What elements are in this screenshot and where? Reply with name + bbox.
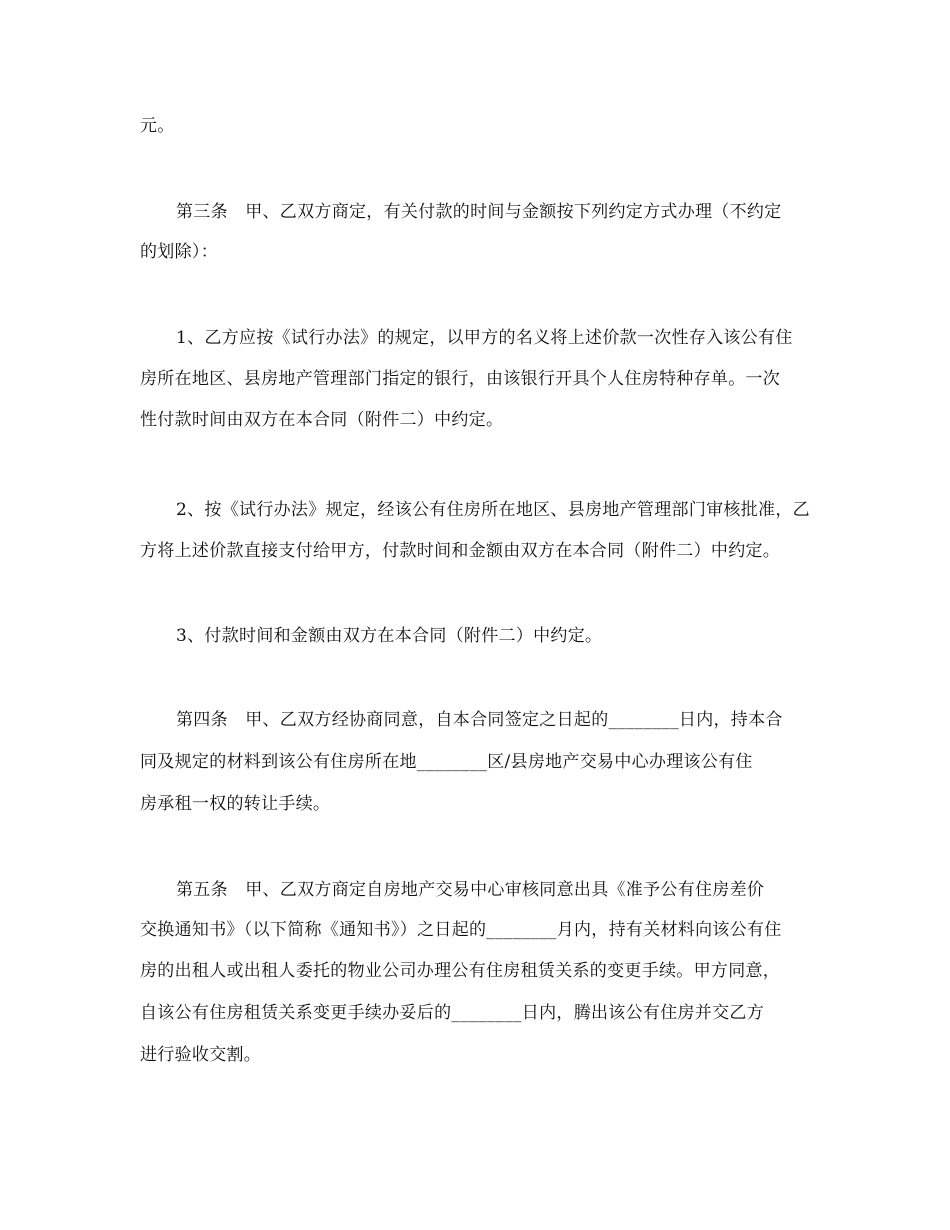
clause-1-line: 1、乙方应按《试行办法》的规定，以甲方的名义将上述价款一次性存入该公有住: [176, 328, 793, 348]
text-line: 方将上述价款直接支付给甲方，付款时间和金额由双方在本合同（附件二）中约定。: [140, 541, 781, 561]
article-3-heading-line: 第三条 甲、乙双方商定，有关付款的时间与金额按下列约定方式办理（不约定: [176, 202, 782, 222]
text-line: 房所在地区、县房地产管理部门指定的银行，由该银行开具个人住房特种存单。一次: [140, 369, 781, 389]
clause-3-line: 3、付款时间和金额由双方在本合同（附件二）中约定。: [176, 626, 603, 646]
article-5-heading-line: 第五条 甲、乙双方商定自房地产交易中心审核同意出具《准予公有住房差价: [176, 880, 765, 900]
article-4-heading-line: 第四条 甲、乙双方经协商同意，自本合同签定之日起的________日内，持本合: [176, 710, 783, 730]
text-line: 进行验收交割。: [140, 1045, 262, 1065]
text-line: 交换通知书》（以下简称《通知书》）之日起的________月内，持有关材料向该公有住: [140, 920, 782, 940]
text-line: 性付款时间由双方在本合同（附件二）中约定。: [140, 410, 504, 430]
text-line: 同及规定的材料到该公有住房所在地________区/县房地产交易中心办理该公有住: [140, 752, 753, 772]
text-line: 自该公有住房租赁关系变更手续办妥后的________日内，腾出该公有住房并交乙方: [140, 1003, 764, 1023]
text-line: 房承租一权的转让手续。: [140, 794, 331, 814]
clause-2-line: 2、按《试行办法》规定，经该公有住房所在地区、县房地产管理部门审核批准，乙: [176, 500, 810, 520]
text-line: 元。: [140, 116, 175, 136]
text-line: 的划除）：: [140, 242, 218, 262]
text-line: 房的出租人或出租人委托的物业公司办理公有住房租赁关系的变更手续。甲方同意，: [140, 961, 781, 981]
